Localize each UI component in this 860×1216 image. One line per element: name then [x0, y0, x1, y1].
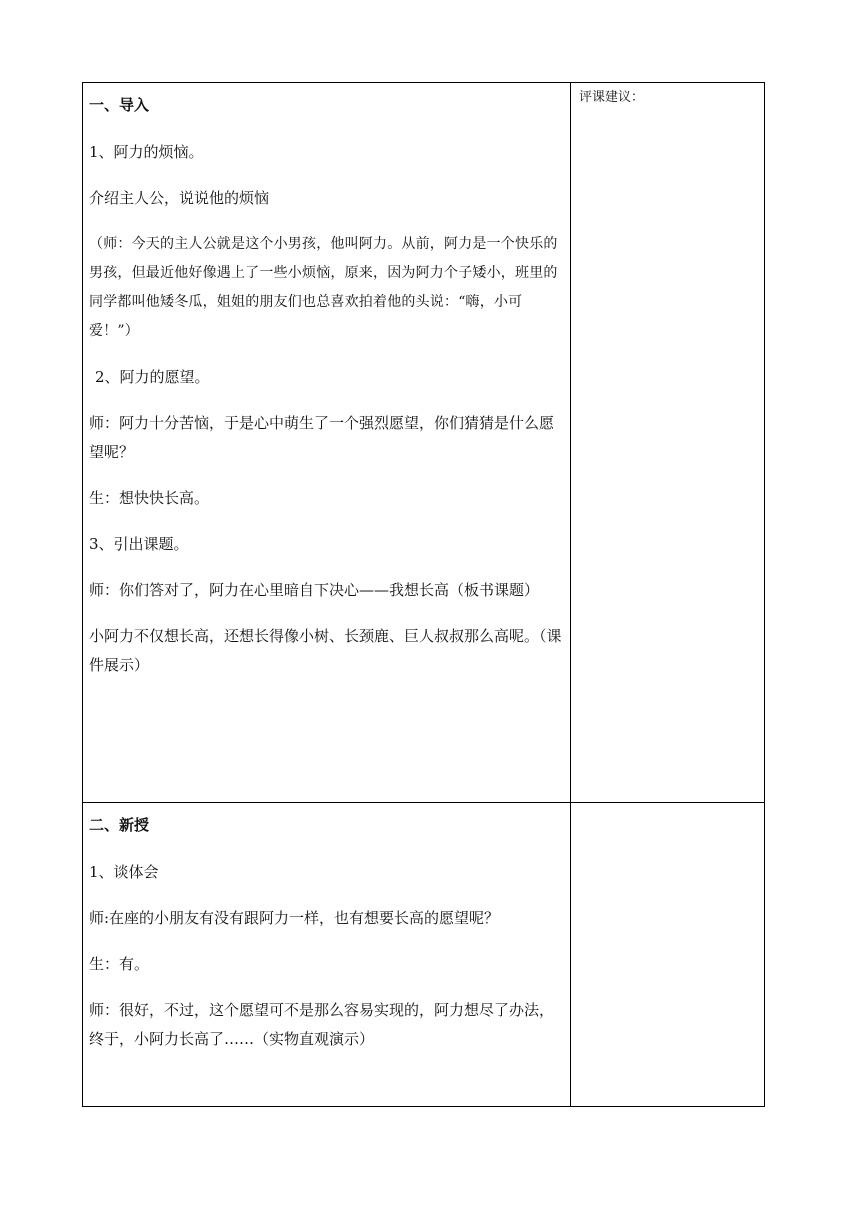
list-item: 1、阿力的烦恼。 [89, 143, 204, 161]
story-paragraph: （师：今天的主人公就是这个小男孩，他叫阿力。从前，阿力是一个快乐的男孩，但最近他好像遇上了一些小烦恼，原来，因为阿力个子矮小，班里的同学都叫他矮冬瓜，姐姐的朋友们也总喜欢拍着他的头说：“嗨，小可爱！”） [89, 236, 558, 339]
list-item: 1、谈体会 [89, 863, 159, 881]
table-row [83, 83, 765, 803]
lesson-plan-table [82, 82, 765, 1107]
dialogue-student: 生：想快快长高。 [89, 489, 210, 507]
section-intro-cell [83, 83, 571, 803]
list-item: 2、阿力的愿望。 [95, 368, 210, 386]
comment-label: 评课建议： [579, 90, 645, 105]
table-row [83, 803, 765, 1107]
section-heading: 一、导入 [89, 96, 150, 114]
dialogue-teacher: 师：你们答对了，阿力在心里暗自下决心——我想长高（板书课题） [89, 581, 540, 599]
dialogue-teacher: 师：阿力十分苦恼，于是心中萌生了一个强烈愿望，你们猜猜是什么愿望呢？ [89, 414, 555, 461]
comment-cell [571, 83, 765, 803]
section-heading: 二、新授 [89, 816, 150, 834]
comment-cell-empty [571, 803, 765, 1107]
paragraph: 介绍主人公，说说他的烦恼 [89, 189, 270, 207]
dialogue-teacher: 师：很好，不过，这个愿望可不是那么容易实现的，阿力想尽了办法，终于，小阿力长高了……（实物直观演示） [89, 1001, 555, 1048]
section-new-lesson-cell [83, 803, 571, 1107]
dialogue-student: 生：有。 [89, 955, 150, 973]
list-item: 3、引出课题。 [89, 535, 189, 553]
dialogue-teacher: 师:在座的小朋友有没有跟阿力一样，也有想要长高的愿望呢？ [89, 909, 500, 927]
paragraph: 小阿力不仅想长高，还想长得像小树、长颈鹿、巨人叔叔那么高呢。（课件展示） [89, 627, 562, 674]
